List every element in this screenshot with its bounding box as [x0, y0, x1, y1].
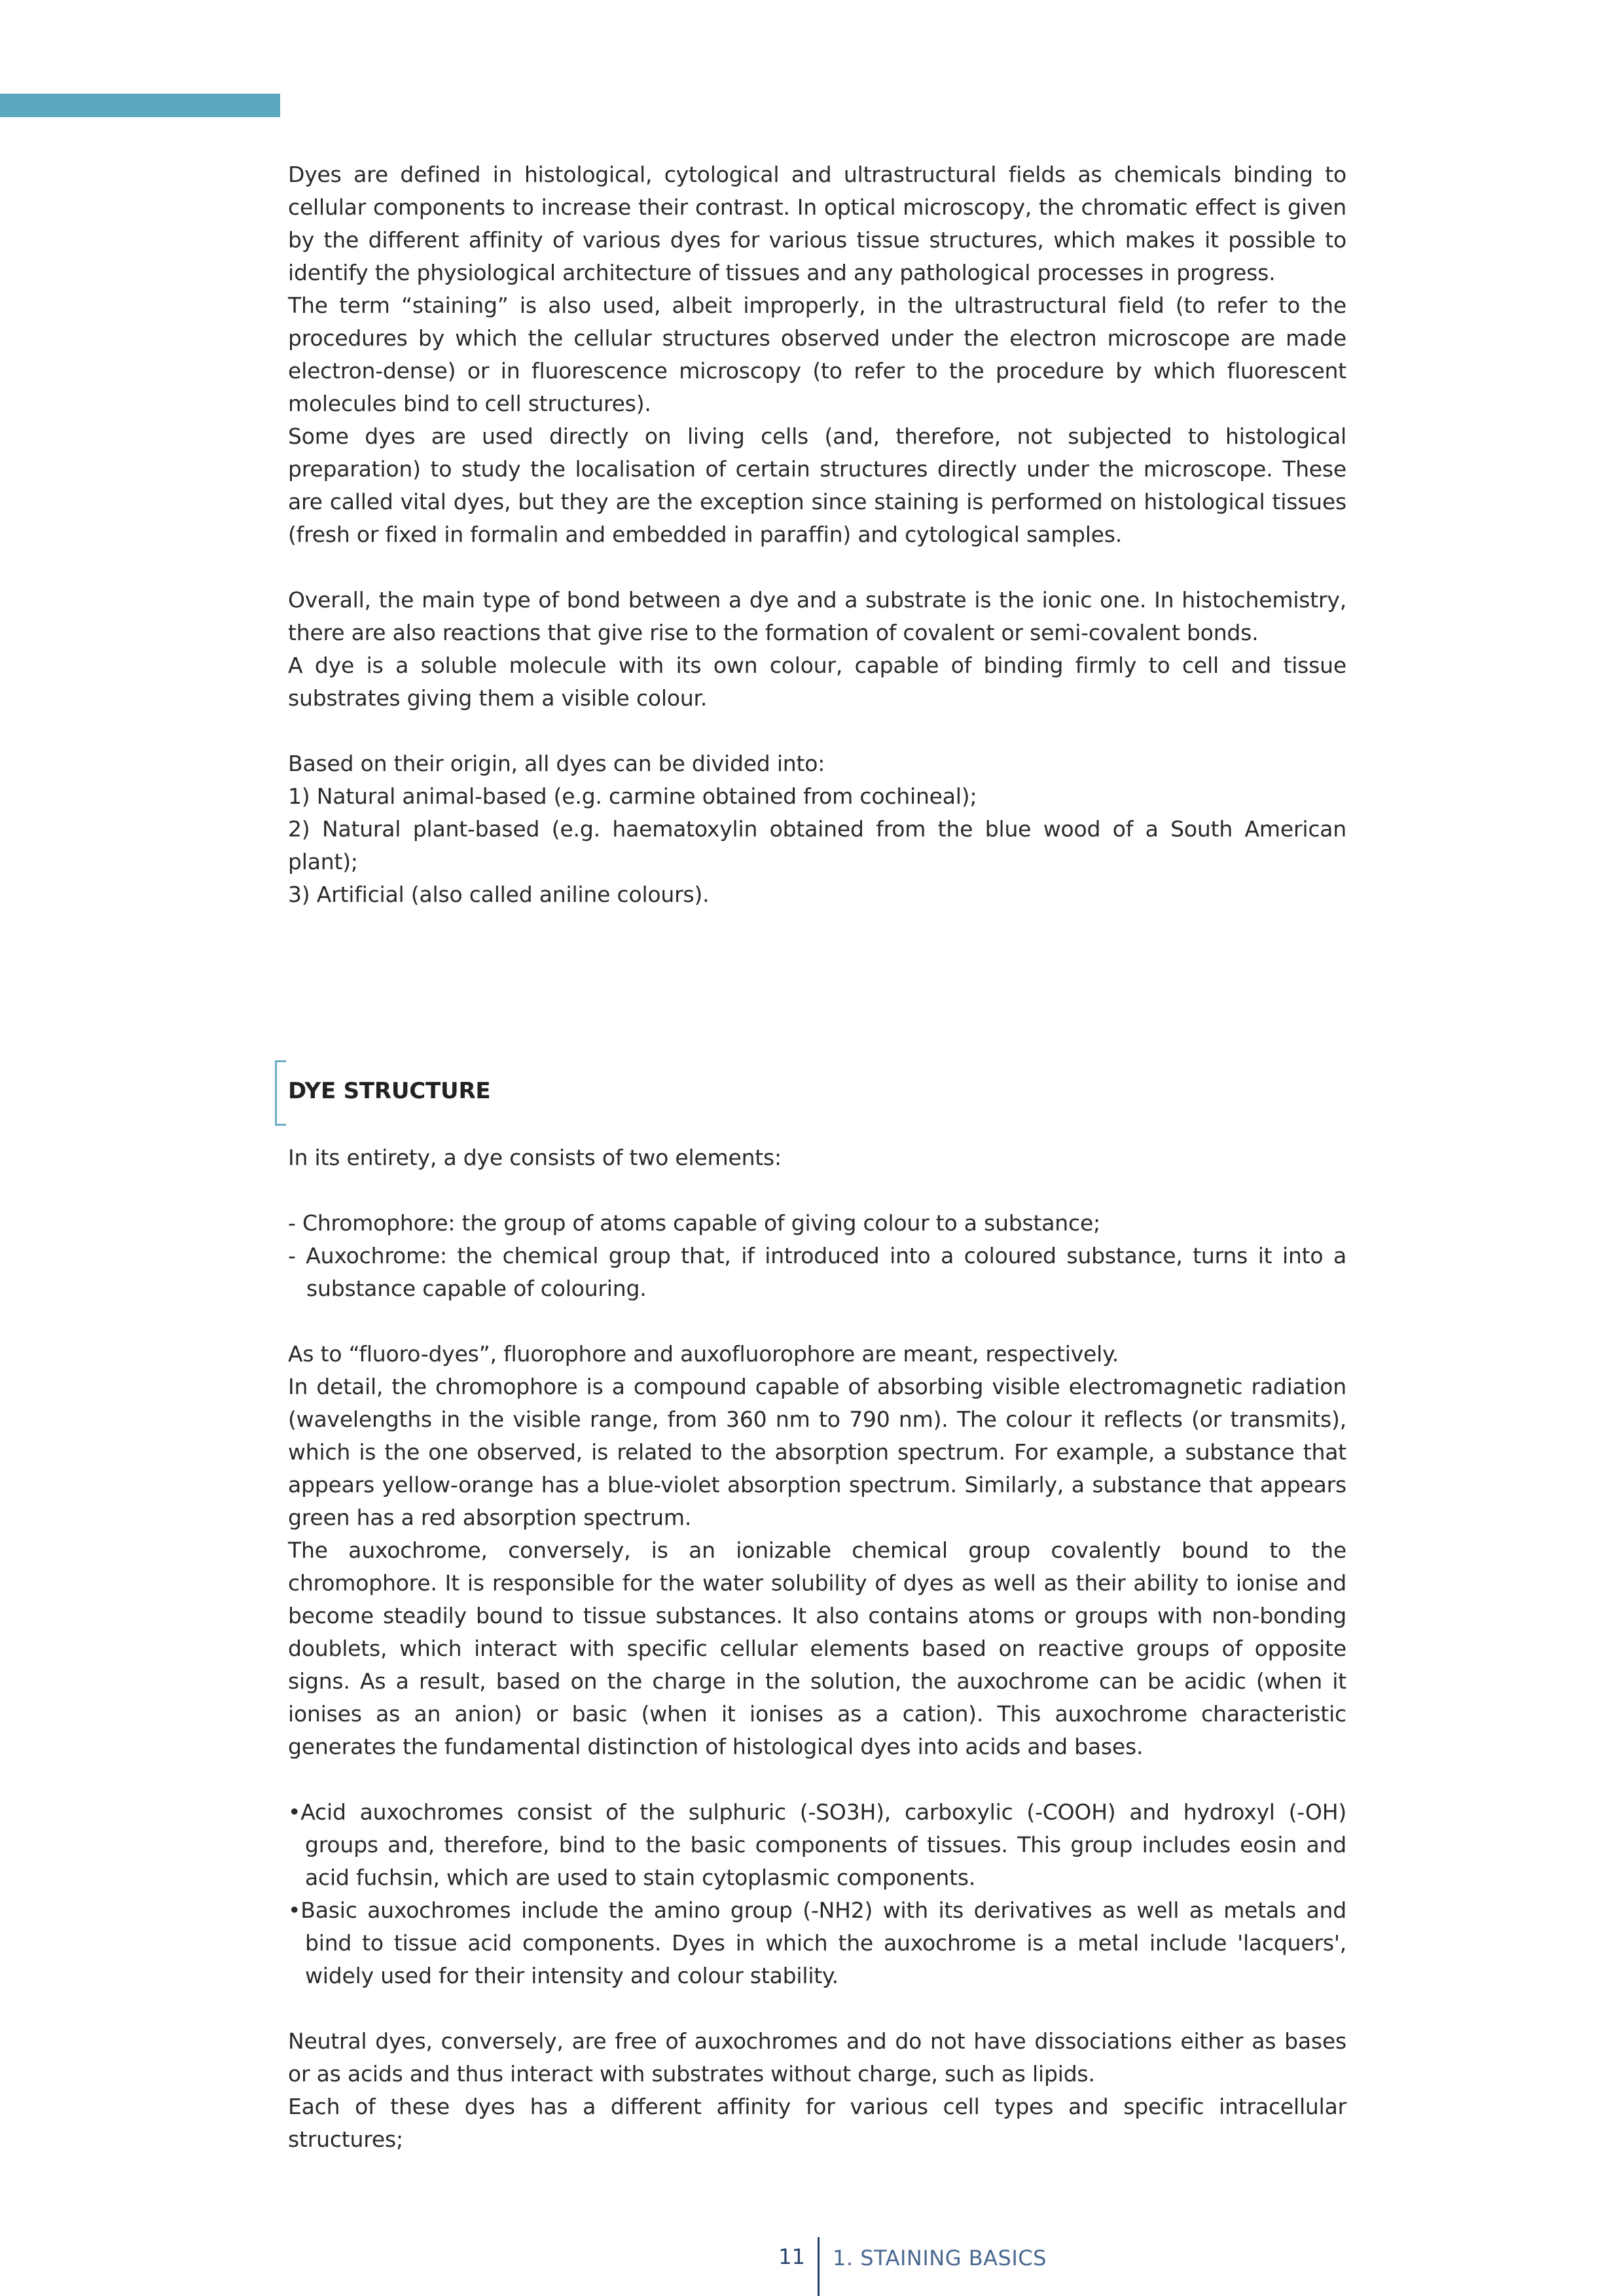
origin-intro: Based on their origin, all dyes can be divided into:	[288, 751, 825, 776]
page-number: 11	[778, 2244, 805, 2269]
intro-paragraph-2: The term “staining” is also used, albeit improperly, in the ultrastructural field (to refer to the procedures by which the cellular structures observed under the electron microscope are made electron-dense) or in fluorescence microscopy (to refer to the procedure by which fluorescent molecules bind to cell structures).	[288, 293, 1346, 416]
intro-paragraph-1: Dyes are defined in histological, cytological and ultrastructural fields as chemicals binding to cellular components to increase their contrast. In optical microscopy, the chromatic effect is given by the different affinity of various dyes for various tissue structures, which makes it possible to identify the physiological architecture of tissues and any pathological processes in progress.	[288, 162, 1346, 285]
origin-item: 1) Natural animal-based (e.g. carmine obtained from cochineal);	[288, 783, 977, 809]
bullet-basic-auxochromes: •Basic auxochromes include the amino group (-NH2) with its derivatives as well as metals and bind to tissue acid components. Dyes in which the auxochrome is a metal include 'lacquers', widely used for their intensity and colour stability.	[288, 1897, 1346, 1988]
section-paragraph-4: The auxochrome, conversely, is an ionizable chemical group covalently bound to the chromophore. It is responsible for the water solubility of dyes as well as their ability to ionise and become steadily bound to tissue substances. It also contains atoms or groups with non-bonding doublets, which interact with specific cellular elements based on reactive groups of opposite signs. As a result, based on the charge in the solution, the auxochrome can be acidic (when it ionises as an anion) or basic (when it ionises as a cation). This auxochrome characteristic generates the fundamental distinction of histological dyes into acids and bases.	[288, 1537, 1346, 1759]
intro-paragraph-4: Overall, the main type of bond between a dye and a substrate is the ionic one. In histochemistry, there are also reactions that give rise to the formation of covalent or semi-covalent bonds.	[288, 587, 1346, 645]
intro-paragraph-5: A dye is a soluble molecule with its own colour, capable of binding firmly to cell and tissue substrates giving them a visible colour.	[288, 653, 1346, 711]
intro-paragraph-3: Some dyes are used directly on living cells (and, therefore, not subjected to histological preparation) to study the localisation of certain structures directly under the microscope. These are called vital dyes, but they are the exception since staining is performed on histological tissues (fresh or fixed in formalin and embedded in paraffin) and cytological samples.	[288, 423, 1346, 547]
origin-item: 2) Natural plant-based (e.g. haematoxylin obtained from the blue wood of a South American plant);	[288, 816, 1346, 874]
section-paragraph-6: Each of these dyes has a different affinity for various cell types and specific intracellular structures;	[288, 2094, 1346, 2152]
footer-section-title: 1. STAINING BASICS	[833, 2246, 1047, 2270]
heading-bracket-decoration	[275, 1060, 286, 1126]
top-accent-bar	[0, 94, 280, 117]
bullet-acid-auxochromes: •Acid auxochromes consist of the sulphuric (-SO3H), carboxylic (-COOH) and hydroxyl (-OH) groups and, therefore, bind to the basic components of tissues. This group includes eosin and acid fuchsin, which are used to stain cytoplasmic components.	[288, 1799, 1346, 1890]
section-paragraph-5: Neutral dyes, conversely, are free of auxochromes and do not have dissociations either as bases or as acids and thus interact with substrates without charge, such as lipids.	[288, 2028, 1346, 2087]
section-paragraph-1: In its entirety, a dye consists of two elements:	[288, 1145, 782, 1170]
footer-divider	[818, 2237, 820, 2296]
section-heading-block	[288, 1075, 1346, 1109]
section-paragraph-3: In detail, the chromophore is a compound capable of absorbing visible electromagnetic radiation (wavelengths in the visible range, from 360 nm to 790 nm). The colour it reflects (or transmits), which is the one observed, is related to the absorption spectrum. For example, a substance that appears yellow-orange has a blue-violet absorption spectrum. Similarly, a substance that appears green has a red absorption spectrum.	[288, 1374, 1346, 1530]
page-content	[288, 158, 1346, 2156]
origin-item: 3) Artificial (also called aniline colours).	[288, 882, 710, 907]
dash-item-auxochrome: - Auxochrome: the chemical group that, if introduced into a coloured substance, turns it into a substance capable of colouring.	[288, 1243, 1346, 1301]
section-heading: DYE STRUCTURE	[288, 1078, 491, 1104]
dash-item-chromophore: - Chromophore: the group of atoms capable of giving colour to a substance;	[288, 1210, 1100, 1236]
section-paragraph-2: As to “fluoro-dyes”, fluorophore and auxofluorophore are meant, respectively.	[288, 1341, 1119, 1367]
